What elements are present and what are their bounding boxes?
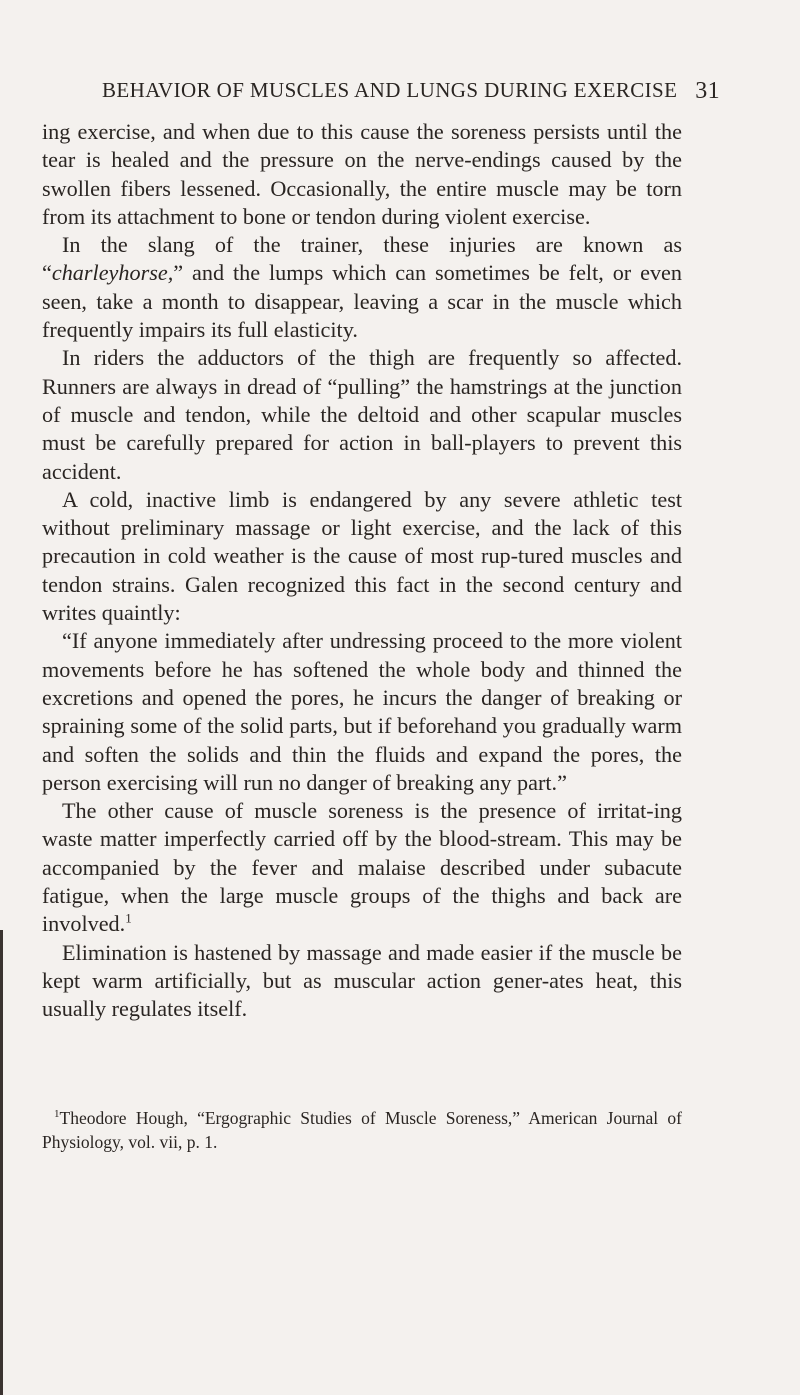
footnote <box>42 1107 682 1154</box>
paragraph-3: In riders the adductors of the thigh are frequently so affected. Runners are always in dread of “pulling” the hamstrings at the junction of muscle and tendon, while the deltoid and other scapular muscles must be carefully prepared for action in ball-players to prevent this accident. <box>42 345 682 484</box>
paragraph-2 <box>42 231 682 344</box>
paragraph-6-text: The other cause of muscle soreness is the presence of irritat-ing waste matter imperfectly carried off by the blood-stream. This may be accompanied by the fever and malaise described under subacute fatigue, when the large muscle groups of the thighs and back are involved. <box>42 798 682 937</box>
paragraph-6 <box>42 797 682 938</box>
running-head-title: BEHAVIOR OF MUSCLES AND LUNGS DURING EXERCISE <box>102 78 678 102</box>
page-number: 31 <box>695 78 720 104</box>
paragraph-4: A cold, inactive limb is endangered by any severe athletic test without preliminary massage or light exercise, and the lack of this precaution in cold weather is the cause of most rup-tured muscles and tendon strains. Galen recognized this fact in the second century and writes quaintly: <box>42 486 682 626</box>
paragraph-7: Elimination is hastened by massage and made easier if the muscle be kept warm artificially, but as muscular action gener-ates heat, this usually regulates itself. <box>42 939 682 1022</box>
slang-term: charleyhorse, <box>51 260 174 286</box>
body-text <box>42 118 682 1024</box>
galen-quote: “If anyone immediately after undressing proceed to the more violent movements before he has softened the whole body and thinned the excretions and opened the pores, he incurs the danger of breaking or spraining some of the solid parts, but if beforehand you gradually warm and soften the solids and thin the fluids and expand the pores, the person exercising will run no danger of breaking any part.” <box>42 628 682 795</box>
paragraph-2-end: ” and the lumps which can sometimes be felt, or even seen, take a month to disappear, leaving a scar in the muscle which frequently impairs its full elasticity. <box>42 260 682 343</box>
footnote-marker: 1 <box>54 1108 60 1121</box>
paragraph-1: ing exercise, and when due to this cause the soreness persists until the tear is healed and the pressure on the nerve-endings caused by the swollen fibers lessened. Occasionally, the entire muscle may be torn from its attachment to bone or tendon during violent exercise. <box>42 119 682 229</box>
running-head <box>102 78 720 104</box>
page-edge-shadow <box>0 930 3 1395</box>
footnote-text: Theodore Hough, “Ergographic Studies of Muscle Soreness,” American Journal of Physiology, vol. vii, p. 1. <box>42 1108 682 1152</box>
paragraph-2-start: In the slang of the trainer, these injuries are known as “ <box>42 232 682 286</box>
footnote-reference: 1 <box>125 910 132 926</box>
